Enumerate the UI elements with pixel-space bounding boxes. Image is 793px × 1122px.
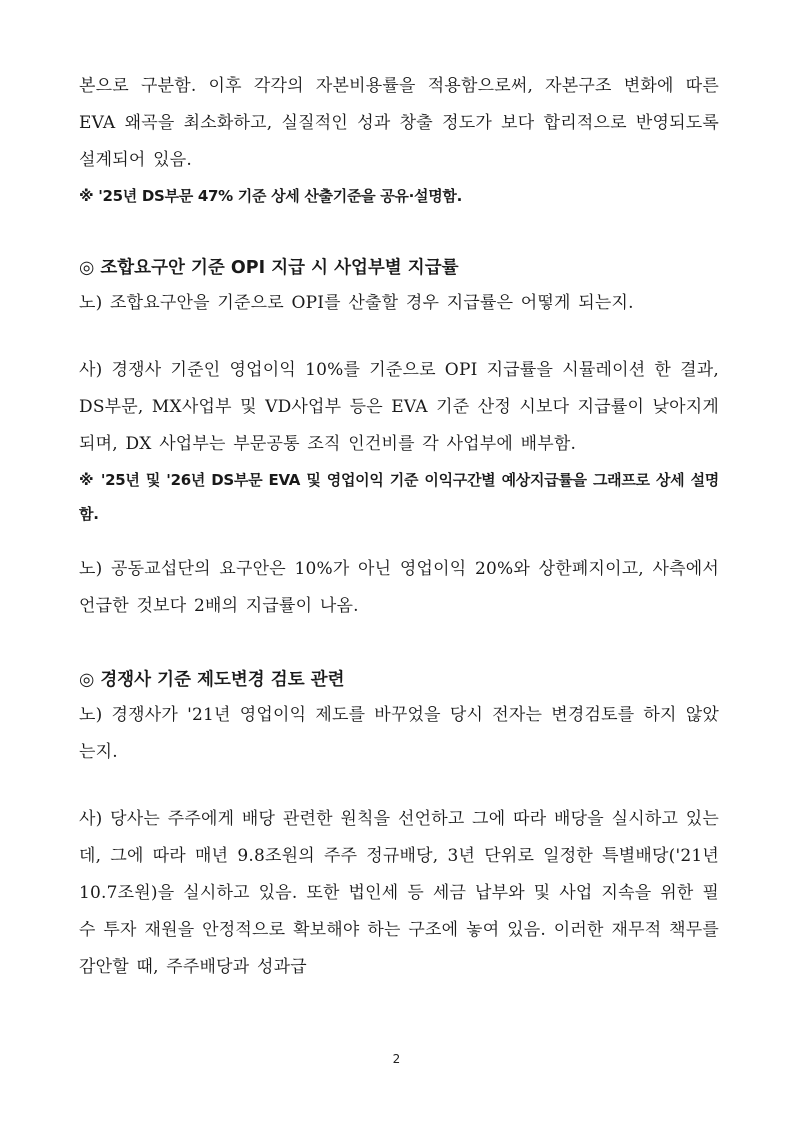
spacer [79,213,719,251]
body-paragraph: 노) 조합요구안을 기준으로 OPI를 산출할 경우 지급률은 어떻게 되는지. [79,293,634,313]
spacer [79,531,719,551]
page-number: 2 [392,1052,401,1066]
body-paragraph: 사) 경쟁사 기준인 영업이익 10%를 기준으로 OPI 지급률을 시뮬레이션 한 결과, DS부문, MX사업부 및 VD사업부 등은 EVA 기준 산정 시보다 지급률이 낮아지게 되며, DX 사업부는 부문공통 조직 인건비를 각 사업부에 배부함. [79,360,719,454]
note-paragraph: ※ '25년 DS부문 47% 기준 상세 산출기준을 공유·설명함. [79,187,462,205]
body-paragraph: 사) 당사는 주주에게 배당 관련한 원칙을 선언하고 그에 따라 배당을 실시하고 있는데, 그에 따라 매년 9.8조원의 주주 정규배당, 3년 단위로 일정한 특별배당('21년 10.7조원)을 실시하고 있음. 또한 법인세 등 세금 납부와 및 사업 지속을 위한 필수 투자 재원을 안정적으로 확보해야 하는 구조에 놓여 있음. 이러한 재무적 책무를 감안할 때, 주주배당과 성과급 [79,809,719,977]
spacer [79,322,719,352]
body-paragraph: 노) 공동교섭단의 요구안은 10%가 아닌 영업이익 20%와 상한폐지이고, 사측에서 언급한 것보다 2배의 지급률이 나옴. [79,559,719,616]
body-paragraph: 노) 경쟁사가 '21년 영업이익 제도를 바꾸었을 당시 전자는 변경검토를 하지 않았는지. [79,705,719,762]
body-paragraph: 본으로 구분함. 이후 각각의 자본비용률을 적용함으로써, 자본구조 변화에 따른 EVA 왜곡을 최소화하고, 실질적인 성과 창출 정도가 보다 합리적으로 반영되도록 설계되어 있음. [79,76,719,170]
note-paragraph: ※ '25년 및 '26년 DS부문 EVA 및 영업이익 기준 이익구간별 예상지급률을 그래프로 상세 설명함. [79,471,719,523]
section-heading: ◎ 조합요구안 기준 OPI 지급 시 사업부별 지급률 [79,258,459,278]
spacer [79,771,719,801]
spacer [79,625,719,663]
document-page [79,68,719,986]
section-heading: ◎ 경쟁사 기준 제도변경 검토 관련 [79,670,345,690]
